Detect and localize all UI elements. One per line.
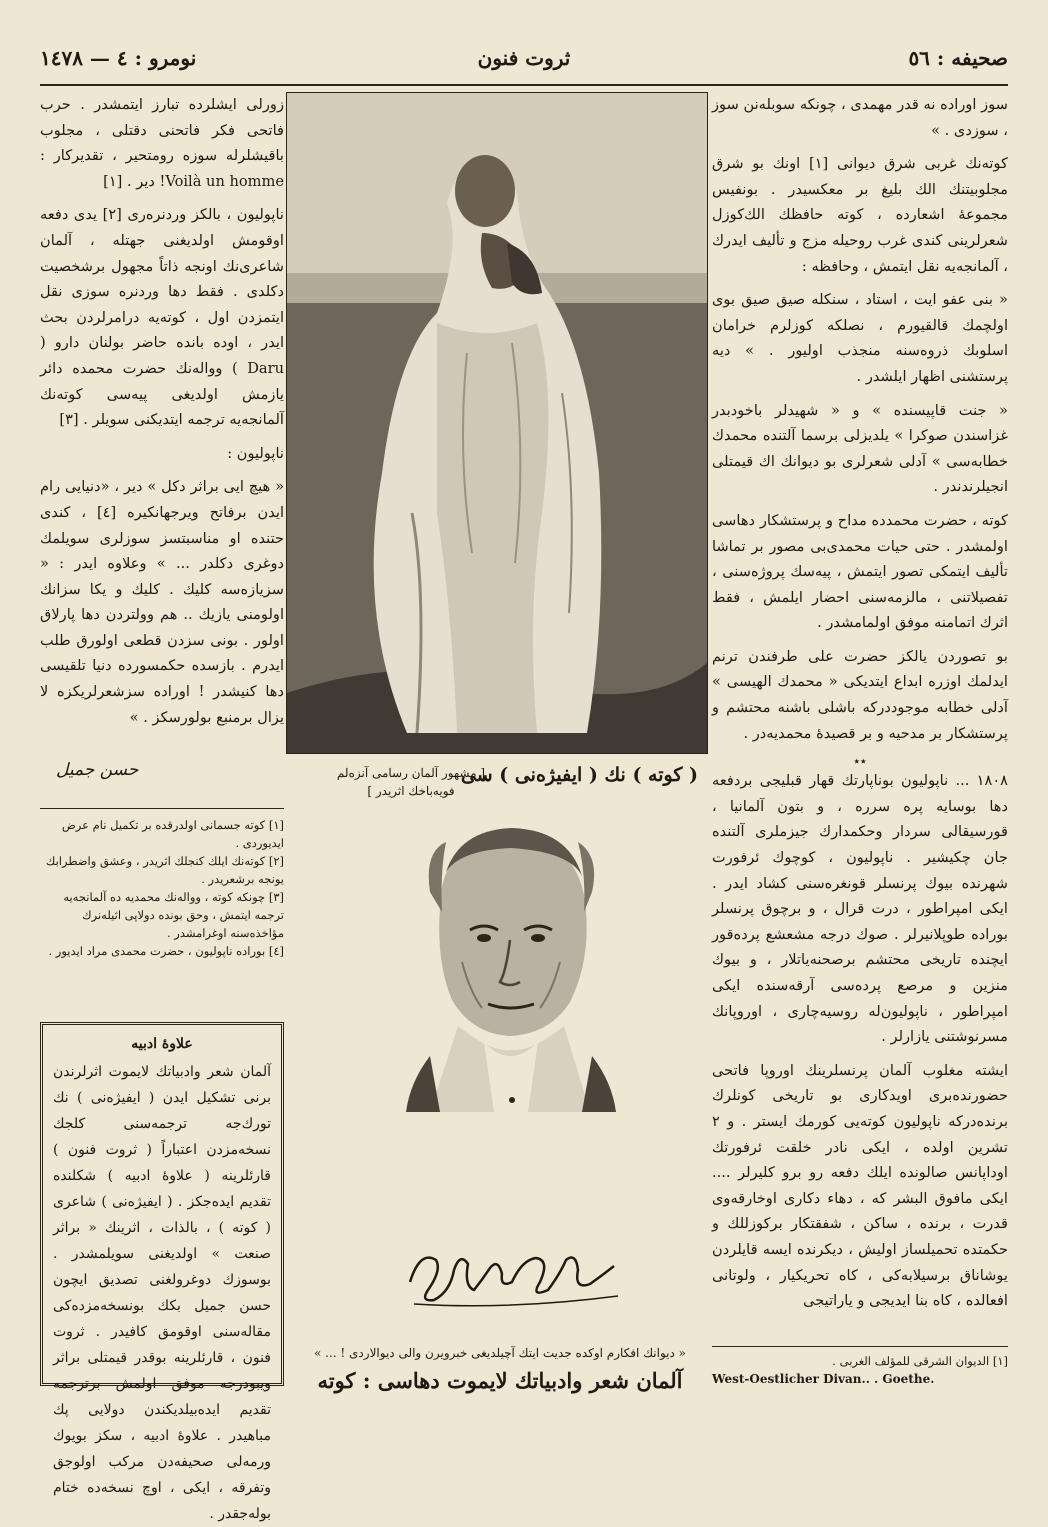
section-divider: ٭٭ <box>853 754 867 769</box>
signature-illustration <box>390 1230 630 1320</box>
left-footnotes <box>40 816 284 960</box>
paragraph: ١٨٠٨ ... ناپولیون بوناپارتك قهار قبلیجی بردفعه دها بوسایه پره سرره ، و بتون آلمانیا ، قورسیقالی سردار وحكمدارك جیزملری آلتنده جان چكیشیر . ناپولیون ، كوچوك ئرفورت شهرنده بیوك پرنسلر قونغره‌سنی كشاد ایدر . ایكی امپراطور ، درت قرال ، و برچوق پرنسلر بوراده طوپلانیرلر . صوك درجه مشعشع پرده‌قور ایچنده تاریخی محتشم برصحنه‌یاتلار ، و بیوك منزین و مرصع پرده‌سی آرقه‌سنده ایكی امپراطور ، ناپولیون‌له روسیه‌چاری ، اوروپانك مسرنوشتنی یازارلر . <box>712 772 1008 1046</box>
paragraph: ناپولیون ، بالكز وردنره‌ری [٢] یدی دفعه اوقومش اولدیغنی جهتله ، آلمان شاعری‌نك اونجه ذاتاً مجهول برشخصیت دكلدی . فقط دها وردنره سوزی نقل ایتمزدن اول ، كوته‌یه درامرلردن بحث ایدر ، اوده بانده حاضر بولنان دارو ( Daru ) وواله‌نك حضرت محمده دائر یازمش اولدیغی پیه‌سی كوته‌نك آلمانجه‌یه ترجمه ایتدیكنی سویلر . [٣] <box>40 206 284 429</box>
paragraph: بو تصوردن یالكز حضرت علی طرفندن ترنم ایدلمك اوزره ابداع ایتدیكی « محمدك الهیسی » آدلی خطابه موجوددركه باشلی باشنه محتشم و پرستشكار بر مدحیه و بر قصیدهٔ محمدیه‌در . <box>712 647 1008 742</box>
footnote: [٢] كوته‌نك ایلك كنجلك اثریدر ، وعشق واضطرابك یونجه برشعریدر . <box>45 854 284 886</box>
left-column <box>40 92 284 738</box>
painting-caption-title: ( كوته ) نك ( ایفیژه‌نی ) سی <box>460 764 698 786</box>
portrait-caption-title: آلمان شعر وادبیاتك لایموت دهاسی : كوته <box>317 1368 683 1393</box>
footnote-divider <box>40 808 284 809</box>
footnote-latin-title: West-Oestlicher Divan.. . Goethe. <box>712 1372 935 1386</box>
footnote: [٤] بوراده ناپولیون ، حضرت محمدی مراد ایدیور . <box>48 944 284 958</box>
page-header <box>40 40 1008 86</box>
footnote: [٣] چونكه كوته ، وواله‌نك محمدیه ده آلمانجه‌یه ترجمه ایتمش ، وحق بونده دولاپی اثیله‌نرك مؤاخذه‌سنه اوغرامشدر . <box>63 890 284 940</box>
footnote: [١] كوته جسمانی اولدرقده بر تكمیل نام عرض ایدیوردی . <box>61 818 284 850</box>
journal-title: ثروت فنون <box>477 46 571 70</box>
iphigenie-figure-illustration <box>287 93 707 753</box>
paragraph: كوته ، حضرت محمدده مداح و پرستشكار دهاسی اولمشدر . حتی حیات محمدی‌بی مصور بر تماشا تألیف ایتمكی تصور ایتمش ، پیه‌سك پروژه‌سنی ، تفصیلاتنی ، مالزمه‌سنی احضار ایلمش ، فقط اثرك اتمامنه موفق اولمامشدر . <box>712 511 1008 632</box>
paragraph: ایشته مغلوب آلمان پرنسلرینك اوروپا فاتحی حضورنده‌بری اویدكاری بو تاریخی كونلرك برنده‌دركه ناپولیون كوته‌یی كورمك ایستر . و ٢ تشرین اولده ، ایكی نادر خلقت ئرفورتك اوداپانس صالونده ایلك دفعه رو برو كلیرلر .... ایكی مافوق البشر که ، دهاء دكاری اوخارقه‌وی قدرت ، برنده ، ساكن ، شفقتكار بركوزللك و حكمتده تحمیلساز اولیش ، دیكرنده ایسه قایلردن یوشاناق برسیلابه‌كی ، كاه تحریكیار ، ولوتانی افعالده ، كاه بنا ایدیجی و یاراتیجی <box>712 1061 1008 1310</box>
goethe-portrait-illustration <box>400 812 622 1112</box>
paragraph: كوته‌نك غربی شرق دیوانی [١] اونك بو شرق مجلوبیتنك الك بلیغ بر معكسیدر . بونفیس مجموعهٔ اشعارده ، كوته حافظك الك‌كوزل شعرلرینی كندی غرب روحیله مزج و تألیف ایدرك ، آلمانجه‌یه نقل ایتمش ، وحافظه : <box>712 155 1008 275</box>
goethe-portrait <box>400 812 622 1112</box>
paragraph: ناپولیون : <box>227 444 284 462</box>
right-footnote <box>712 1352 1008 1388</box>
right-column <box>712 92 1008 1322</box>
supplement-text: آلمان شعر وادبیاتك لایموت اثرلرندن برنی تشكیل ایدن ( ایفیژه‌نی ) نك تورك‌جه ترجمه‌سنی كلجك نسخه‌مزدن اعتباراً ( ثروت فنون ) قارئلرینه ( علاوهٔ ادبیه ) شكلنده تقدیم ایده‌جكز . ( ایفیژه‌نی ) شاعری ( كوته ) ، بالذات ، اثرینك « براثر صنعت » اولدیغنی سویلمشدر . بوسوزك دوغرولغنی تصدیق ایچون حسن جمیل بكك بونسخه‌مزده‌كی مقاله‌سنی اوقومق كافیدر . ثروت فنون ، قارئلرینه بوقدر قیمتلی براثر ویبودرجه موفق اولمش برترجمه تقدیم ایده‌بیلدیكندن دولایی پك مباهیدر . علاوهٔ ادبیه ، سكز بویوك ورمه‌لی صحیفه‌دن مركب اولوجق وتفرقه ، ایكی ، اوچ نسخه‌ده ختام بوله‌جقدر . <box>53 1064 271 1522</box>
iphigenie-painting <box>286 92 708 754</box>
paragraph: سوز اوراده نه قدر مهمدی ، چونکه سوبله‌نن سوز ، سوزدی . » <box>712 96 1008 139</box>
author-signature: حسن جمیل <box>56 760 139 780</box>
footnote: [١] الدیوان الشرقی للمؤلف الغربی . <box>832 1354 1008 1368</box>
paragraph: « هیچ ایی براثر دكل » دیر ، «دنیایی رام ایدن برفاتح ویرجهانكیره [٤] ، كندی حتنده او مناسبتسز سوزلری سویلمك دوغری دكلدر ... » وعلاوه ایدر : « سزیازه‌سه كلیك . كلیك و یكا سزانك اولومنی یازیك .. هم وولتردن دها پارلاق اولور . بونی سزدن قطعی اولورق طلب ایدرم . بازسده حكمسورده دنیا تلقیسی دها كنیشدر ! اوراده سزشعرلریكزه لا یزال برمنبع بولورسكز . » <box>40 478 284 726</box>
painting-caption-note: [ مشهور آلمان رسامی آنزه‌لم فویه‌باخك اثریدر ] <box>336 766 486 798</box>
portrait-quote: « دیوانك افكارم اوكده جدیت ایتك آچیلدیغی خبرویرن والی دیوالاردی ! ... » <box>313 1346 687 1360</box>
paragraph: « بنی عفو ایت ، استاد ، سنكله صیق صیق بوی اولچمك قالقیورم ، نصلكه كوزلرم خرامان اسلوبك ذروه‌سنه منجذب اولیور . » دیه پرستشنی اظهار ایلشدر . <box>712 291 1008 385</box>
page-number: صحیفه : ٥٦ <box>908 46 1008 70</box>
paragraph: زورلی ایشلرده تبارز ایتمشدر . حرب فاتحی فكر فاتحنی دقتلی ، مجلوب باقیشلرله سوزه رومتحیر ، تقدیركار : Voilà un homme! دیر . [١] <box>40 96 284 190</box>
paragraph: « جنت قاپیسنده » و « شهیدلر باخودبدر غزاسندن صوكرا » یلدیزلی برسما آلتنده محمدك خطابه‌سی » آدلی شعرلری بو دیوانك اك قیمتلی انجیلرندندر . <box>712 401 1008 496</box>
issue-number: نومرو : ٤ — ١٤٧٨ <box>40 46 197 70</box>
goethe-signature <box>390 1230 630 1320</box>
supplement-title: علاوهٔ ادبیه <box>131 1036 193 1052</box>
supplement-notice-box <box>40 1022 284 1522</box>
footnote-divider <box>712 1346 1008 1347</box>
